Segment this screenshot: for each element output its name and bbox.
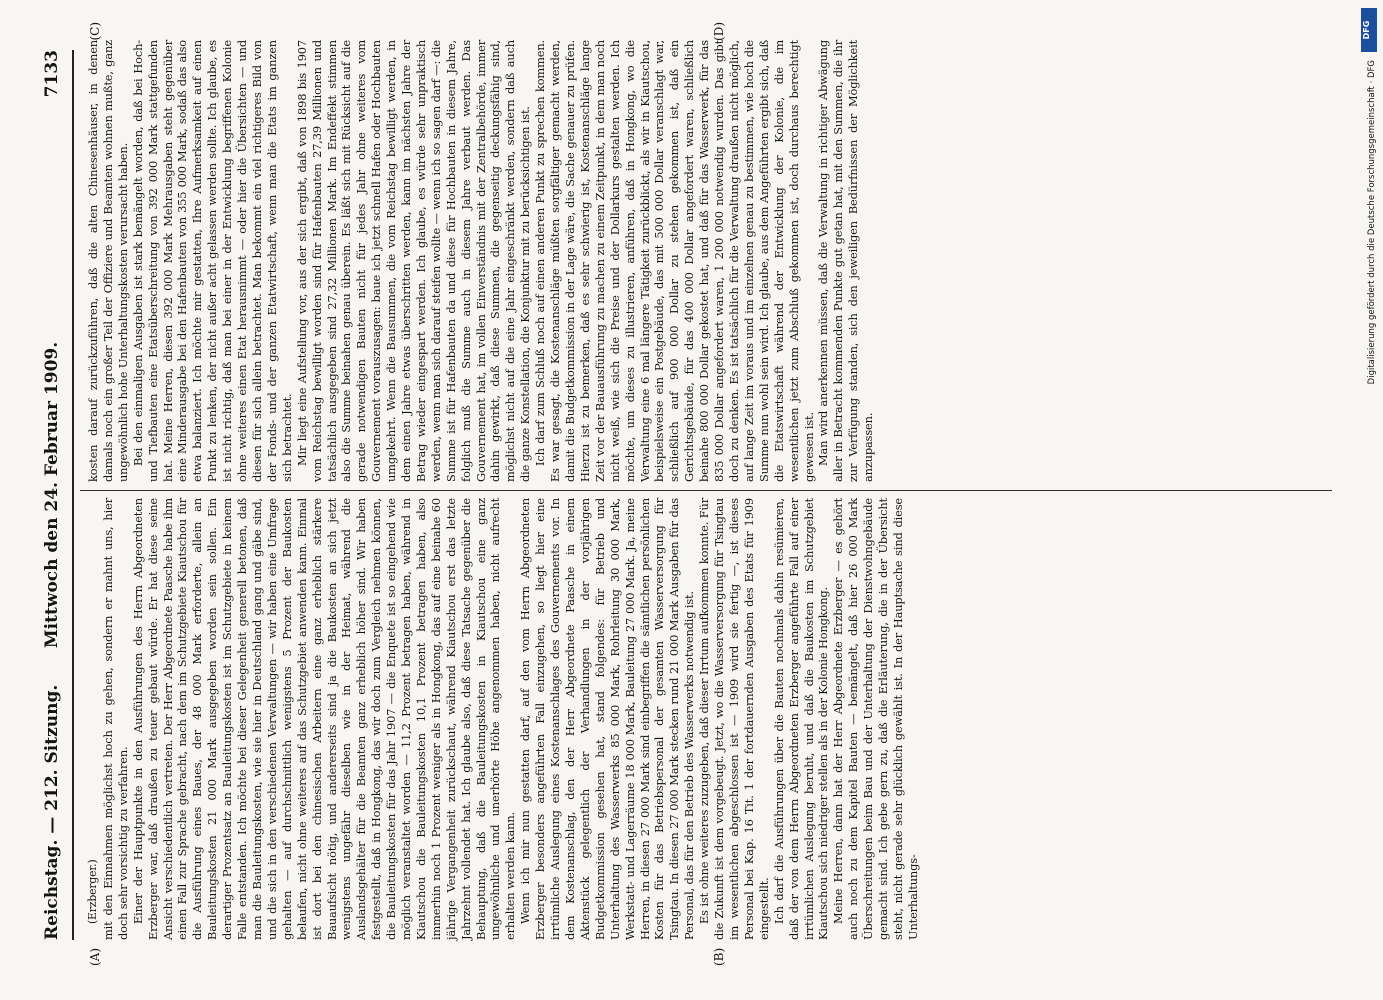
paragraph: mit den Einnahmen möglichst hoch zu gehen, sondern er mahnt uns, hier doch sehr vorsichtig zu verfahren. xyxy=(100,498,130,940)
right-column xyxy=(86,40,1336,482)
page-number: 7133 xyxy=(41,50,62,98)
marker-d: (D) xyxy=(711,22,726,41)
header-left: Reichstag. — 212. Sitzung. xyxy=(41,684,62,940)
marker-b: (B) xyxy=(711,947,726,966)
page-header xyxy=(42,50,70,940)
paragraph: kosten darauf zurückzuführen, daß die alten Chinesenhäuser, in denen damals noch ein großer Teil der Offiziere und Beamten wohnen mußte, ganz ungewöhnlich hohe Unterhaltungskosten verursacht haben. xyxy=(85,40,130,482)
paragraph: Es ist ohne weiteres zuzugeben, daß dieser Irrtum aufkommen konnte. Für die Zukunft ist dem vorgebeugt. Jetzt, wo die Wasserversorgung für Tsingtau im wesentlichen abgeschlossen ist — 1909 wird sie fertig —, ist dieses Personal bei Kap. 16 Tit. 1 der fortdauernden Ausgaben des Etats für 1909 eingestellt. xyxy=(696,498,771,940)
svg-text:DFG: DFG xyxy=(1362,20,1371,40)
paragraph: Ich darf die Ausführungen über die Bauten nochmals dahin resümieren, daß der von dem Herrn Abgeordneten Erzberger angeführte Fall auf einer irrtümlichen Auslegung beruht, und daß die Baukosten im Schutzgebiet Kiautschou sich niedriger stellen als in der Kolonie Hongkong. xyxy=(771,498,830,940)
paragraph: Man wird anerkennen müssen, daß die Verwaltung in richtiger Abwägung aller in Betracht kommenden Punkte gut getan hat, mit den Summen, die ihr zur Verfügung standen, sich den jeweiligen Bedürfnissen der Möglichkeit anzupassen. xyxy=(815,40,875,482)
header-rule xyxy=(72,50,74,940)
left-column xyxy=(86,498,1336,940)
rotated-page xyxy=(22,20,1362,980)
paragraph: Wenn ich mir nun gestatten darf, auf den vom Herrn Abgeordneten Erzberger besonders angeführten Fall einzugehen, so liegt hier eine irrtümliche Auslegung eines Kostenanschlages des Gouvernements vor. In dem Kostenanschlag, den der Herr Abgeordnete Paasche in einem Aktenstück gelegentlich der Verhandlungen in der vorjährigen Budgetkommission gesehen hat, stand folgendes: für Betrieb und Unterhaltung des Wasserwerks 85 000 Mark, Rohrleitung 30 000 Mark, Werkstatt- und Lagerräume 18 000 Mark, Bauleitung 27 000 Mark. Ja, meine Herren, in diesen 27 000 Mark sind einbegriffen die sämtlichen persönlichen Kosten für das Betriebspersonal der gesamten Wasserversorgung für Tsingtau. In diesen 27 000 Mark stecken rund 21 000 Mark Ausgaben für das Personal, das für den Betrieb des Wasserwerks notwendig ist. xyxy=(517,498,696,940)
dfg-logo-icon xyxy=(1361,8,1377,52)
paragraph: Bei den einmaligen Ausgaben ist stark bemängelt worden, daß bei Hoch- und Tiefbauten eine Etatsüberschreitung von 392 000 Mark stattgefunden hat. Meine Herren, diesen 392 000 Mark Mehrausgaben steht gegenüber eine Minderausgabe bei den Hafenbauten von 355 000 Mark, sodaß das also etwa balanziert. Ich möchte mir gestatten, Ihre Aufmerksamkeit auf einen Punkt zu lenken, der nicht außer acht gelassen werden sollte. Ich glaube, es ist nicht richtig, daß man bei einer in der Entwicklung begriffenen Kolonie ohne weiteres einen Etat herausnimmt — oder hier die Übersichten — und diesen für sich allein betrachtet. Man bekommt ein viel richtigeres Bild von der Fonds- und der ganzen Etatwirtschaft, wenn man die Etats im ganzen sich betrachtet. xyxy=(130,40,294,482)
marker-a: (A) xyxy=(87,947,102,966)
paragraph: Einer der Hauptpunkte in den Ausführungen des Herrn Abgeordneten Erzberger war, daß draußen zu teuer gebaut würde. Er hat diese seine Ansicht verschiedentlich vertreten. Der Herr Abgeordnete Paasche habe ihm einen Fall zur Sprache gebracht, nach dem im Schutzgebiete Kiautschou für die Ausführung eines Baues, der 48 000 Mark erforderte, allein an Bauleitungskosten 21 000 Mark ausgegeben worden sein sollen. Ein derartiger Prozentsatz an Bauleitungskosten ist im Schutzgebiete in keinem Falle entstanden. Ich möchte bei dieser Gelegenheit generell betonen, daß man die Bauleitungskosten, wie sie hier in Deutschland gang und gäbe sind, und die sich in den verschiedenen Verwaltungen — wir haben eine Umfrage gehalten — auf durchschnittlich wenigstens 5 Prozent der Baukosten belaufen, nicht ohne weiteres auf das Schutzgebiet anwenden kann. Einmal ist dort bei den chinesischen Arbeitern eine ganz erheblich stärkere Bauaufsicht nötig, und andererseits sind ja die Baukosten an sich jetzt wenigstens ungefähr dieselben wie in der Heimat, während die Auslandsgehälter für die Beamten ganz erheblich höher sind. Wir haben festgestellt, daß in Hongkong, das wir doch zum Vergleich nehmen können, die Bauleitungskosten für das Jahr 1907 — die Enquete ist so eingehend wie möglich veranstaltet worden — 11,2 Prozent betragen haben, während in Kiautschou die Bauleitungskosten 10,1 Prozent betragen haben, also immerhin noch 1 Prozent weniger als in Hongkong, das auf eine beinahe 60 jährige Vergangenheit zurückschaut, während Kiautschou erst das letzte Jahrzehnt vollendet hat. Ich glaube also, daß diese Tatsache gegenüber die Behauptung, daß die Bauleitungskosten in Kiautschou eine ganz ungewöhnliche und unerhörte Höhe angenommen haben, nicht aufrecht erhalten werden kann. xyxy=(130,498,517,940)
paragraph: Mir liegt eine Aufstellung vor, aus der sich ergibt, daß von 1898 bis 1907 vom Reichstag bewilligt worden sind für Hafenbauten 27,39 Millionen und tatsächlich ausgegeben sind 27,32 Millionen Mark. Im Endeffekt stimmen also die Summe beinahen genau überein. Es läßt sich mit Rücksicht auf die gerade notwendigen Bauten nicht für jedes Jahr ohne weiteres vom Gouvernement vorauszusagen: baue ich jetzt schnell Hafen oder Hochbauten umgekehrt. Wenn die Bausummen, die vom Reichstag bewilligt werden, in dem einen Jahre etwas überschritten werden, kann im nächsten Jahre der Betrag wieder eingespart werden. Ich glaube, es würde sehr unpraktisch werden, wenn man sich darauf steifen wollte — wenn ich so sagen darf —: die Summe ist für Hafenbauten da und diese für Hochbauten in diesem Jahre, folglich muß die Summe auch in diesem Jahre verbaut werden. Das Gouvernement hat, im vollen Einverständnis mit der Zentralbehörde, immer dahin gewirkt, daß diese Summen, die gegenseitig deckungsfähig sind, möglichst nicht auf die eine Jahr eingeschränkt werden, sondern daß auch die ganze Konstellation, die Konjunktur mit zu berücksichtigen ist. xyxy=(294,40,532,482)
marker-c: (C) xyxy=(87,22,102,41)
column-divider xyxy=(80,490,1332,491)
header-center: Mittwoch den 24. Februar 1909. xyxy=(41,341,62,649)
speaker-tag: (Erzberger.) xyxy=(85,859,99,924)
digitization-note: Digitalisierung gefördert durch die Deutsche Forschungsgemeinschaft · DFG xyxy=(1367,60,1377,385)
paragraph: Meine Herren, dann hat der Herr Abgeordnete Erzberger — es gehört auch noch zu dem Kapitel Bauten — bemängelt, daß hier 26 000 Mark Überschreitungen beim Bau und der Unterhaltung der Dienstwohngebäude gemacht sind. Ich gebe gern zu, daß die Erläuterung, die in der Übersicht steht, nicht gerade sehr glücklich gewählt ist. In der Hauptsache sind diese Unterhaltungs- xyxy=(830,498,920,940)
paragraph: Ich darf zum Schluß noch auf einen anderen Punkt zu sprechen kommen. Es war gesagt, die Kostenanschläge müßten sorgfältiger gemacht werden, damit die Budgetkommission in der Lage wäre, die Sache genauer zu prüfen. Hierzu ist zu bemerken, daß es sehr schwierig ist, Kostenanschläge lange Zeit vor der Bauausführung zu machen zu einem Zeitpunkt, in dem man noch nicht weiß, wie sich die Preise und der Dollarkurs gestalten werden. Ich möchte, um dieses zu illustrieren, anführen, daß in Hongkong, wo die Verwaltung eine 6 mal längere Tätigkeit zurückblickt, als wir in Kiautschou, beispielsweise ein Postgebäude, das mit 500 000 Dollar veranschlagt war, schließlich auf 900 000 Dollar zu stehen gekommen ist, daß ein Gerichtsgebäude, für das 400 000 Dollar angefordert waren, schließlich beinahe 800 000 Dollar gekostet hat, und daß für das Wasserwerk, für das 835 000 Dollar angefordert waren, 1 200 000 notwendig wurden. Das gibt doch zu denken. Es ist tatsächlich für die Verwaltung draußen nicht möglich, auf lange Zeit im voraus und im einzelnen genau zu bestimmen, wie hoch die Summe nun wohl sein wird. Ich glaube, aus dem Angeführten ergibt sich, daß die Etatswirtschaft während der Entwicklung der Kolonie, die im wesentlichen jetzt zum Abschluß gekommen ist, doch durchaus berechtigt gewesen ist. xyxy=(532,40,815,482)
